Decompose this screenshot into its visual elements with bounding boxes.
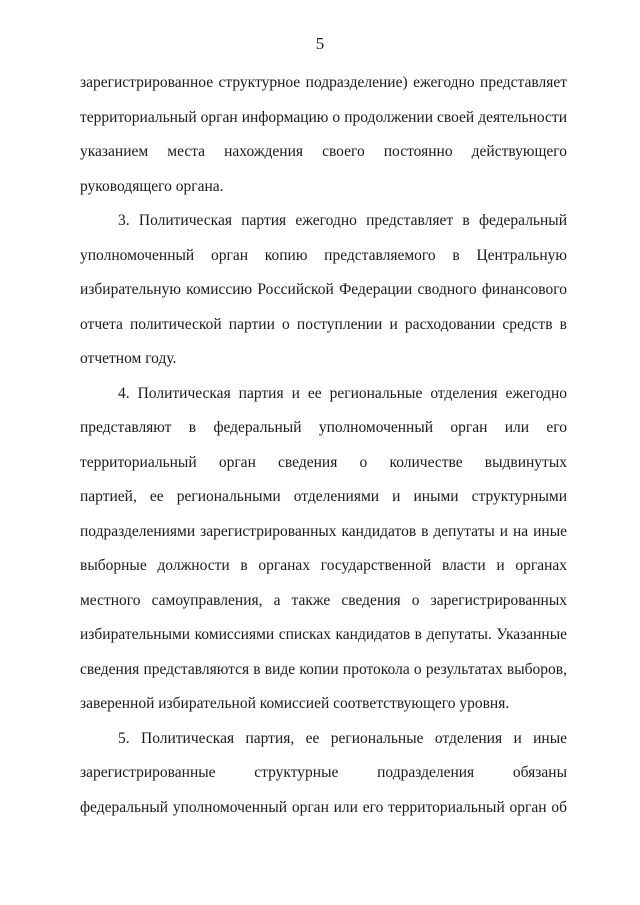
text-line: отчета политической партии о поступлении и расходовании средств в	[80, 315, 567, 333]
text-line: заверенной избирательной комиссией соответствующего уровня.	[80, 695, 510, 712]
text-line: федеральный уполномоченный орган или его территориальный орган об	[80, 798, 567, 816]
text-line: сведения представляются в виде копии протокола о результатах выборов,	[80, 660, 567, 678]
text-line: местного самоуправления, а также сведения о зарегистрированных	[80, 591, 567, 609]
text-line: уполномоченный орган копию представляемого в Центральную	[80, 246, 567, 264]
text-line: руководящего органа.	[80, 177, 224, 195]
text-line: указанием места нахождения своего постоянно действующего	[80, 143, 567, 160]
paragraph-item-4	[80, 377, 567, 722]
text-line: территориальный орган сведения о количестве выдвинутых	[80, 453, 567, 471]
text-line: зарегистрированные структурные подразделения обязаны	[80, 764, 567, 781]
page-number: 5	[315, 34, 325, 53]
text-line: 3. Политическая партия ежегодно представляет в федеральный	[118, 212, 567, 229]
paragraph-continuation	[80, 66, 567, 204]
text-line: 5. Политическая партия, ее региональные отделения и иные	[118, 729, 567, 747]
text-line: представляют в федеральный уполномоченный орган или его	[80, 419, 567, 436]
paragraph-item-5	[80, 722, 567, 826]
document-body	[80, 66, 567, 825]
text-line: территориальный орган информацию о продолжении своей деятельности	[80, 108, 567, 126]
text-line: подразделениями зарегистрированных кандидатов в депутаты и на иные	[80, 522, 567, 540]
text-line: избирательными комиссиями списках кандидатов в депутаты. Указанные	[80, 626, 567, 643]
text-line: отчетном году.	[80, 350, 177, 367]
text-line: выборные должности в органах государственной власти и органах	[80, 557, 567, 574]
text-line: партией, ее региональными отделениями и иными структурными	[80, 488, 567, 505]
paragraph-item-3	[80, 204, 567, 377]
text-line: избирательную комиссию Российской Федерации сводного финансового	[80, 281, 567, 298]
text-line: зарегистрированное структурное подразделение) ежегодно представляет	[80, 74, 567, 91]
text-line: 4. Политическая партия и ее региональные отделения ежегодно	[118, 384, 567, 402]
